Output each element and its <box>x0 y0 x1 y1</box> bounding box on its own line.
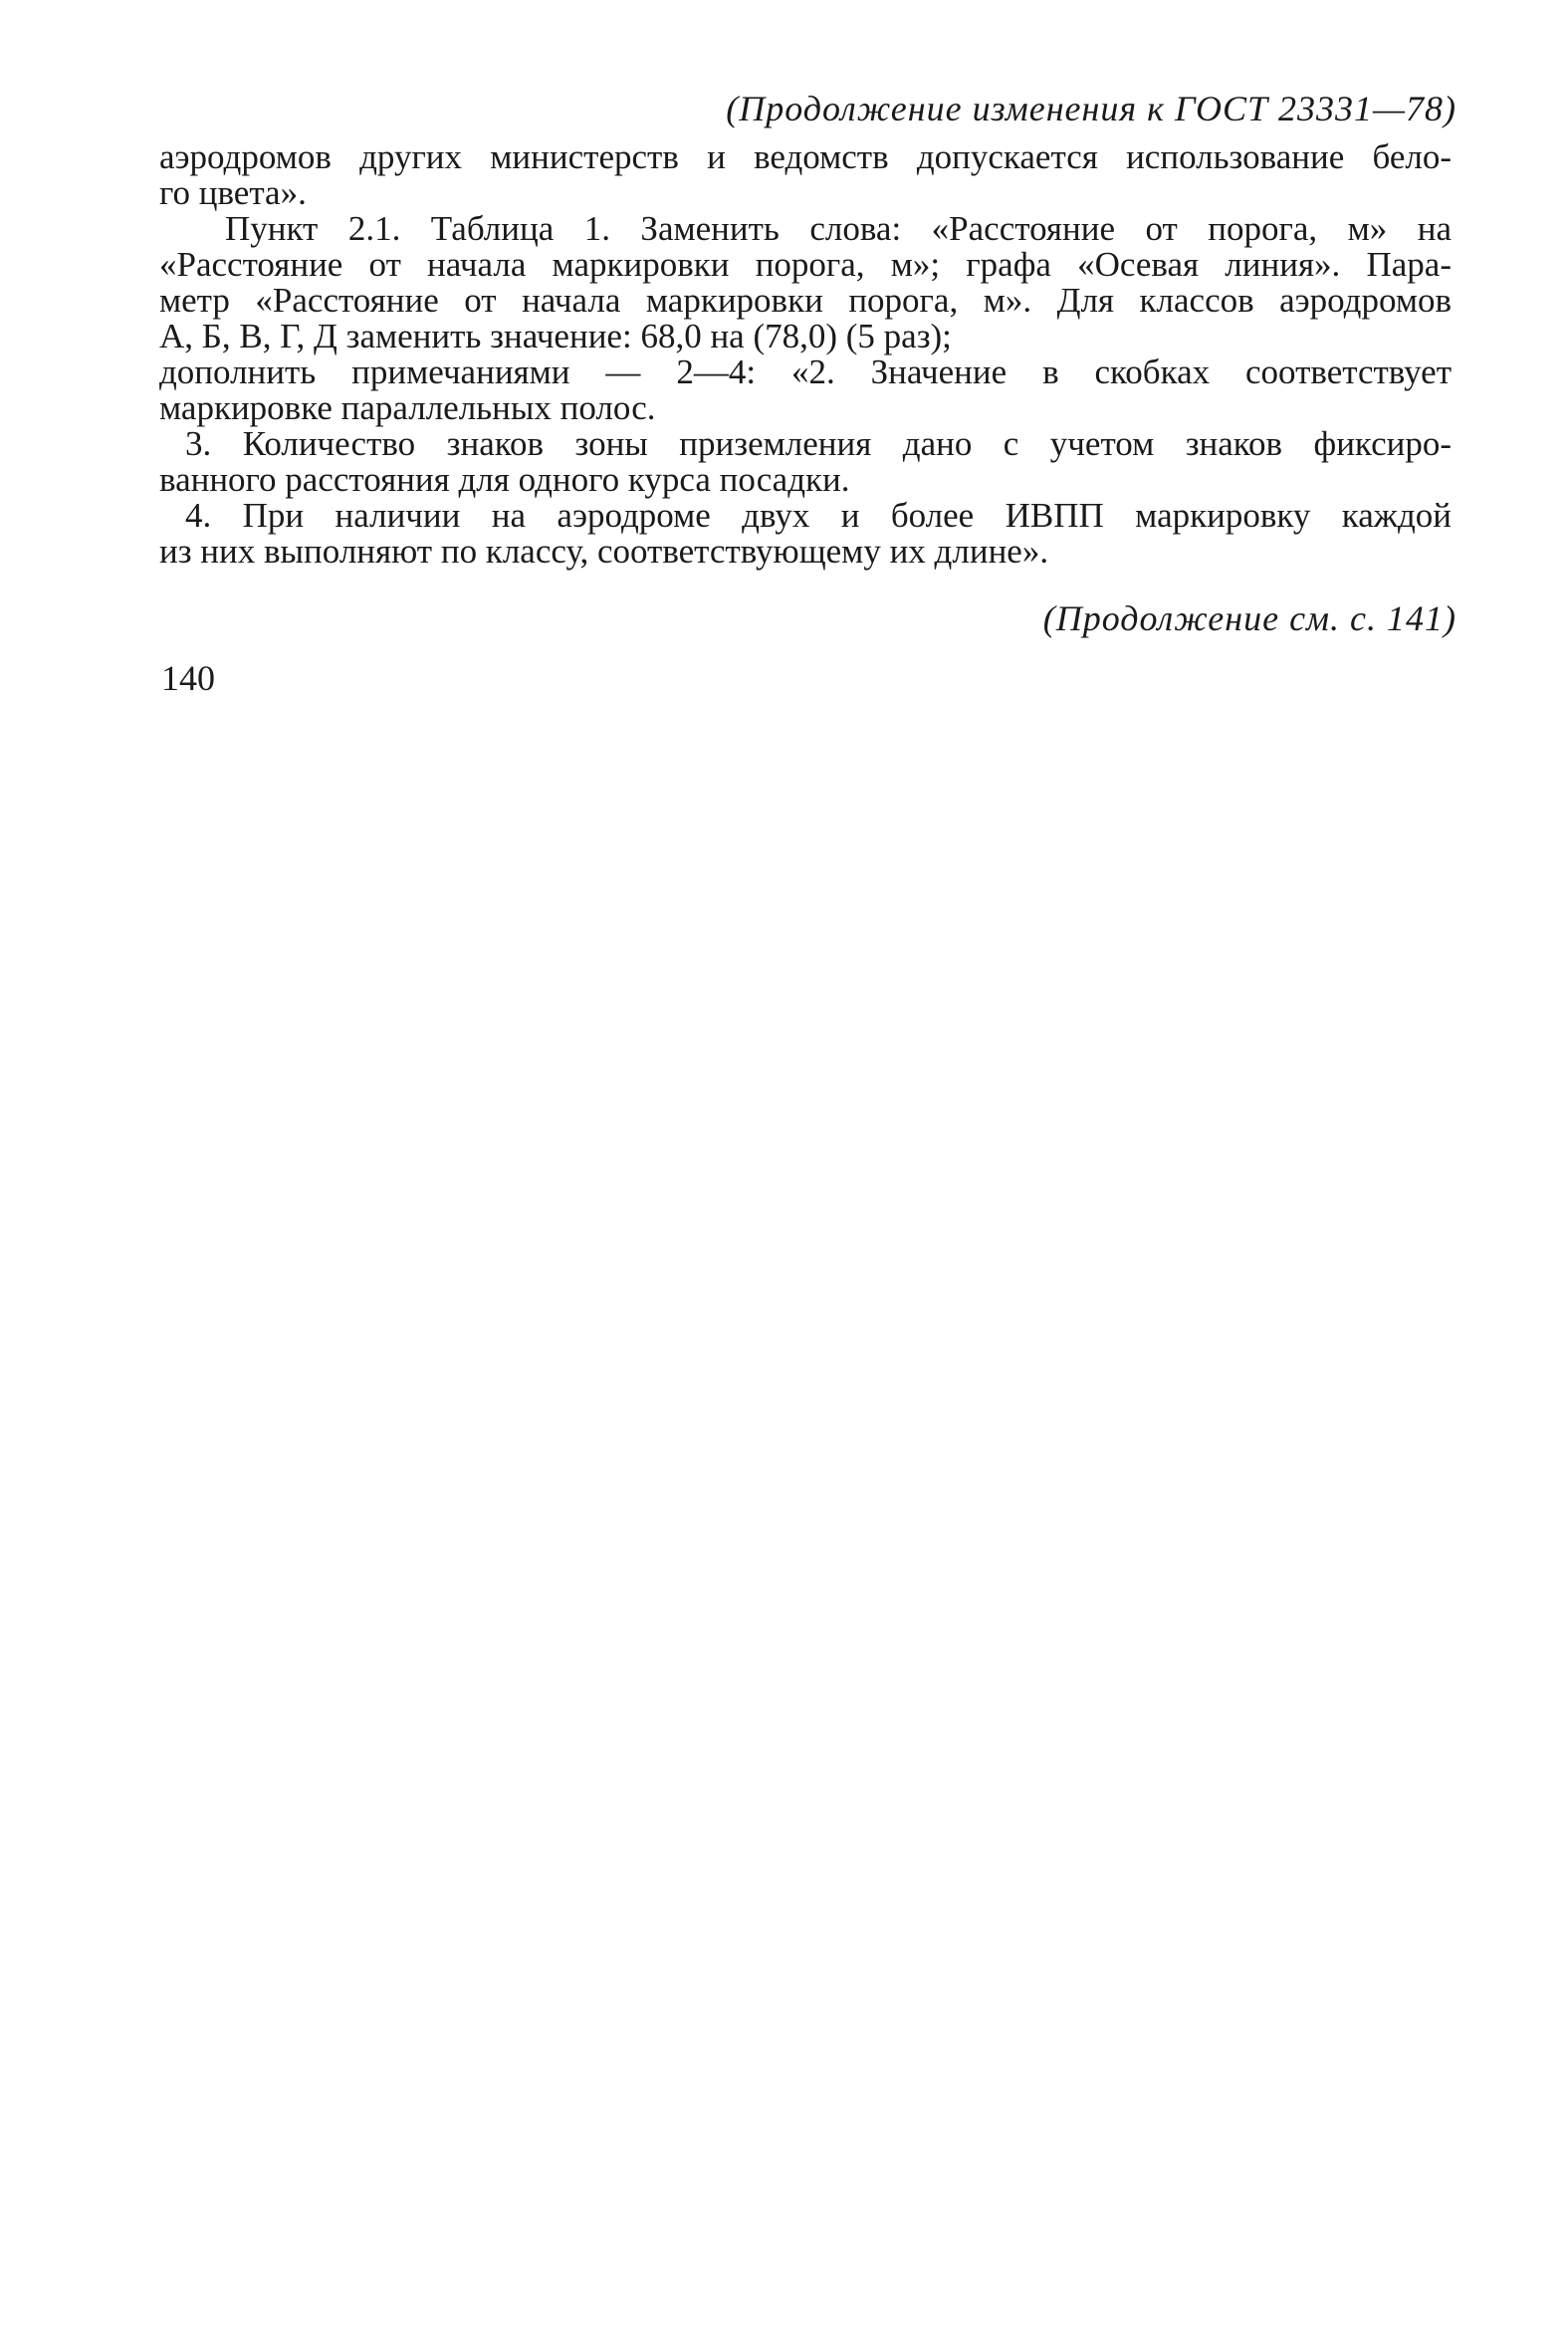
continuation-footer: (Продолжение см. с. 141) <box>1042 598 1456 638</box>
paragraph-4 <box>159 426 1452 498</box>
paragraph-5 <box>159 498 1452 570</box>
document-body <box>159 139 1452 570</box>
text-line: маркировке параллельных полос. <box>159 388 656 427</box>
text-line: метр «Расстояние от начала маркировки порога, м». Для классов аэродромов <box>159 281 1452 320</box>
text-line: Пункт 2.1. Таблица 1. Заменить слова: «Расстояние от порога, м» на <box>225 209 1452 248</box>
text-line: А, Б, В, Г, Д заменить значение: 68,0 на (78,0) (5 раз); <box>159 317 952 355</box>
paragraph-2 <box>159 211 1452 354</box>
text-line: ванного расстояния для одного курса посадки. <box>159 460 850 499</box>
text-line: 3. Количество знаков зоны приземления дано с учетом знаков фиксиро- <box>185 424 1452 463</box>
paragraph-3 <box>159 354 1452 426</box>
text-line: из них выполняют по классу, соответствующему их длине». <box>159 532 1049 571</box>
text-line: аэродромов других министерств и ведомств допускается использование бело- <box>159 137 1452 176</box>
text-line: «Расстояние от начала маркировки порога, м»; графа «Осевая линия». Пара- <box>159 245 1452 284</box>
text-line: дополнить примечаниями — 2—4: «2. Значение в скобках соответствует <box>159 352 1452 391</box>
continuation-header: (Продолжение изменения к ГОСТ 23331—78) <box>726 89 1456 128</box>
page-number: 140 <box>161 658 215 698</box>
text-line: 4. При наличии на аэродроме двух и более ИВПП маркировку каждой <box>185 496 1452 535</box>
text-line: го цвета». <box>159 173 307 212</box>
paragraph-1 <box>159 139 1452 211</box>
